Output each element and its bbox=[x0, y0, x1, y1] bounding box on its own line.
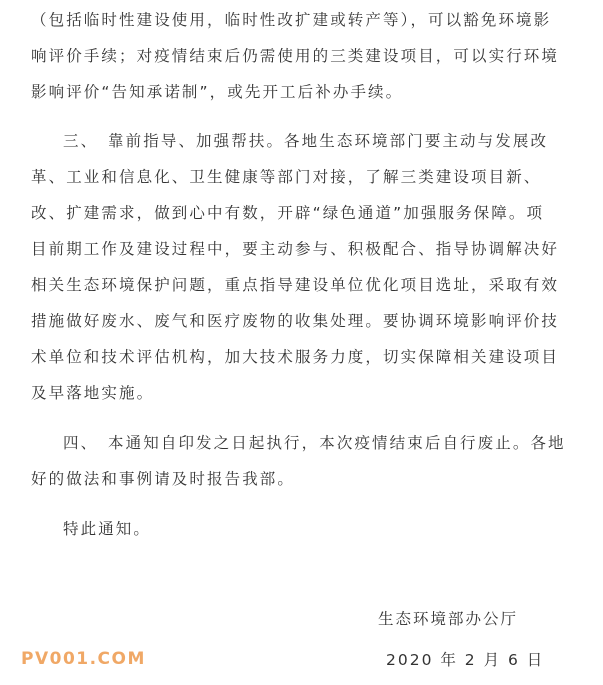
paragraph-line: （包括临时性建设使用，临时性改扩建或转产等），可以豁免环境影 bbox=[31, 11, 552, 29]
paragraph-line: 术单位和技术评估机构，加大技术服务力度，切实保障相关建设项目 bbox=[31, 348, 560, 366]
paragraph-line: 好的做法和事例请及时报告我部。 bbox=[31, 470, 296, 488]
paragraph-line: 四、 本通知自印发之日起执行，本次疫情结束后自行废止。各地 bbox=[63, 434, 566, 452]
paragraph-line: 改、扩建需求，做到心中有数，开辟“绿色通道”加强服务保障。项 bbox=[31, 204, 545, 222]
paragraph-line: 革、工业和信息化、卫生健康等部门对接，了解三类建设项目新、 bbox=[31, 168, 542, 186]
watermark-logo: PV001.COM bbox=[21, 649, 146, 669]
paragraph-line: 目前期工作及建设过程中，要主动参与、积极配合、指导协调解决好 bbox=[31, 240, 560, 258]
paragraph-line: 措施做好废水、废气和医疗废物的收集处理。要协调环境影响评价技 bbox=[31, 312, 560, 330]
paragraph-line: 响评价手续；对疫情结束后仍需使用的三类建设项目，可以实行环境 bbox=[31, 47, 560, 65]
signature-issuer: 生态环境部办公厅 bbox=[378, 610, 519, 628]
paragraph-line: 三、 靠前指导、加强帮扶。各地生态环境部门要主动与发展改 bbox=[63, 132, 549, 150]
paragraph-line: 及早落地实施。 bbox=[31, 384, 155, 402]
signature-date: 2020 年 2 月 6 日 bbox=[386, 651, 545, 669]
closing-line: 特此通知。 bbox=[63, 520, 152, 538]
paragraph-line: 相关生态环境保护问题，重点指导建设单位优化项目选址，采取有效 bbox=[31, 276, 560, 294]
paragraph-line: 影响评价“告知承诺制”，或先开工后补办手续。 bbox=[31, 83, 404, 101]
